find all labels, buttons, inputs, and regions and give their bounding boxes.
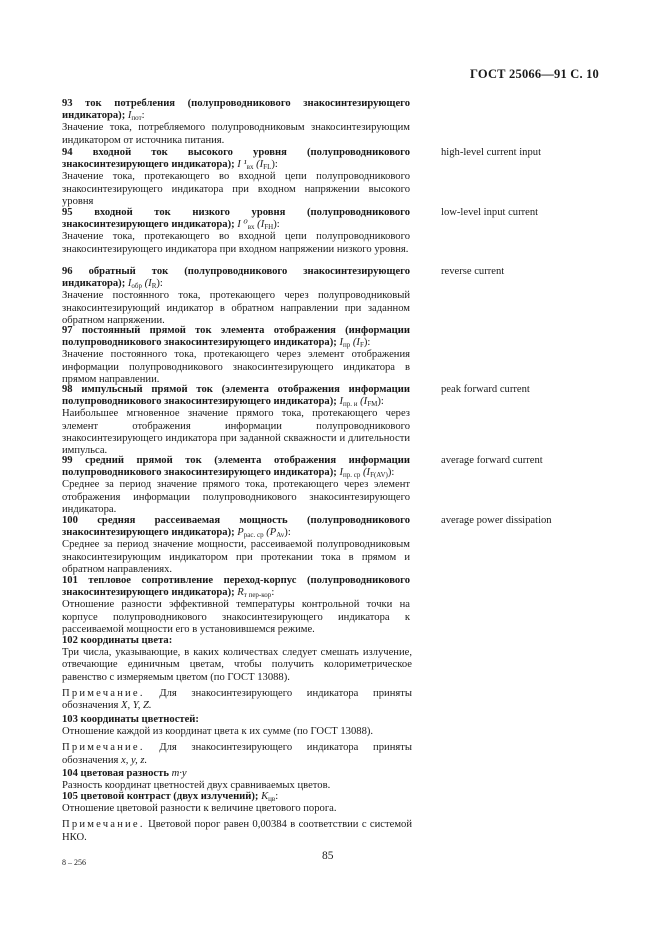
symbol-tail: : bbox=[271, 587, 275, 599]
term-title: 93 ток потребления (полупроводникового знакосинтезирующего индикатора); bbox=[62, 98, 410, 122]
symbol-tail-2: ): bbox=[271, 159, 278, 171]
footer-sheet-mark: 8 – 256 bbox=[62, 858, 86, 867]
symbol-sub: вх bbox=[246, 163, 254, 172]
term-104 bbox=[62, 768, 412, 792]
term-97 bbox=[62, 325, 410, 386]
term-definition: Отношение разности эффективной температуры контрольной точки на корпусе полупроводникового знакосинтезирующего индикатора к рассеиваемой мощности его в установившемся режиме. bbox=[62, 599, 410, 635]
term-title: 102 координаты цвета: bbox=[62, 635, 173, 646]
symbol-tail: (I bbox=[254, 219, 265, 231]
symbol-sub-2: FH bbox=[264, 223, 274, 232]
term-symbol: I bbox=[339, 467, 343, 479]
note-vars: x, y, z. bbox=[121, 754, 148, 766]
term-title: 104 цветовая разность bbox=[62, 768, 172, 779]
note-text: Для знакосинтезирующего индикатора приняты обозначения bbox=[62, 687, 412, 712]
term-102 bbox=[62, 635, 412, 712]
term-symbol: I ⁰ bbox=[237, 219, 248, 231]
symbol-tail: : bbox=[275, 791, 279, 802]
term-94 bbox=[62, 147, 410, 208]
note-label: Примечание. bbox=[62, 742, 145, 754]
term-definition: Разность координат цветностей двух сравниваемых цветов. bbox=[62, 780, 331, 792]
term-definition: Значение постоянного тока, протекающего через полупроводниковый знакосинтезирующий индикатор в обратном направлении при заданном обратном напряжении. bbox=[62, 290, 410, 326]
term-103 bbox=[62, 714, 412, 767]
note bbox=[62, 819, 412, 843]
term-symbol: I ¹ bbox=[237, 159, 247, 171]
symbol-tail-2: ): bbox=[377, 396, 384, 408]
term-symbol: R bbox=[237, 587, 244, 599]
symbol-sub: пр bbox=[342, 341, 351, 350]
symbol-sub: пр. ср bbox=[342, 471, 361, 480]
symbol-tail-2: ): bbox=[156, 278, 163, 290]
term-symbol: K bbox=[261, 791, 269, 802]
symbol-sub-2: FM bbox=[367, 400, 378, 409]
term-title: 100 средняя рассеиваемая мощность (полупроводникового знакосинтезирующего индикатора); bbox=[62, 515, 410, 539]
term-definition: Отношение цветовой разности к величине цветового порога. bbox=[62, 803, 337, 815]
term-title: 96 обратный ток (полупроводникового знакосинтезирующего индикатора); bbox=[62, 266, 410, 290]
symbol-tail: (I bbox=[360, 467, 371, 479]
term-95 bbox=[62, 207, 410, 256]
term-101 bbox=[62, 575, 410, 636]
symbol-sub-2: F bbox=[359, 341, 364, 350]
symbol-tail-2: ): bbox=[273, 219, 280, 231]
en-term-100: average power dissipation bbox=[441, 515, 552, 526]
term-definition: Отношение каждой из координат цвета к их сумме (по ГОСТ 13088). bbox=[62, 726, 374, 738]
symbol-tail: (I bbox=[350, 337, 360, 349]
term-symbol: m·y bbox=[171, 768, 187, 779]
en-term-99: average forward current bbox=[441, 455, 543, 466]
note bbox=[62, 688, 412, 712]
symbol-tail-2: ): bbox=[363, 337, 371, 349]
term-definition: Значение тока, протекающего во входной цепи полупроводникового знакосинтезирующего индикатора при входном напряжении высокого уровня bbox=[62, 171, 410, 207]
term-definition: Значение тока, потребляемого полупроводниковым знакосинтезирующим индикатором от источника питания. bbox=[62, 122, 410, 146]
symbol-sub: пот bbox=[131, 114, 142, 123]
term-title: 97 постоянный прямой ток элемента отображения (информации полупроводникового знакосинтезирующего индикатора); bbox=[62, 325, 410, 349]
term-definition: Среднее за период значение мощности, рассеиваемой полупроводниковым знакосинтезирующим индикатором при протекании тока в прямом и обратном направлениях. bbox=[62, 539, 410, 575]
symbol-sub: вх bbox=[247, 223, 255, 232]
symbol-sub-2: F(AV) bbox=[370, 471, 388, 480]
page-header: ГОСТ 25066—91 С. 10 bbox=[470, 67, 599, 81]
symbol-sub: пр. и bbox=[342, 400, 358, 409]
en-term-95: low-level input current bbox=[441, 207, 539, 218]
term-title: 103 координаты цветностей: bbox=[62, 714, 199, 725]
term-symbol: I bbox=[339, 337, 343, 349]
note-label: Примечание. bbox=[62, 687, 145, 699]
term-title: 105 цветовой контраст (двух излучений); bbox=[62, 791, 262, 802]
symbol-sub: обр bbox=[131, 282, 142, 291]
symbol-tail: (I bbox=[141, 278, 152, 290]
term-title: 99 средний прямой ток (элемента отображения информации полупроводникового знакосинтезирующего индикатора); bbox=[62, 455, 410, 479]
symbol-sub: цв bbox=[268, 795, 276, 803]
symbol-sub: рас. ср bbox=[243, 531, 264, 540]
term-symbol: I bbox=[339, 396, 343, 408]
symbol-tail: (I bbox=[253, 159, 264, 171]
term-definition: Среднее за период значение прямого тока, протекающего через элемент отображения информации полупроводникового знакосинтезирующего индикатора. bbox=[62, 479, 410, 515]
term-definition: Три числа, указывающие, в каких количествах следует смешать излучение, отвечающие единичным цветам, чтобы получить колориметрическое равенство с измеряемым цветом (по ГОСТ 13088). bbox=[62, 647, 412, 683]
note-text: Для знакосинтезирующего индикатора приняты обозначения bbox=[62, 742, 412, 766]
en-term-94: high-level current input bbox=[441, 147, 542, 158]
term-96 bbox=[62, 266, 410, 327]
term-title: 94 входной ток высокого уровня (полупроводникового знакосинтезирующего индикатора); bbox=[62, 147, 410, 171]
term-105 bbox=[62, 791, 412, 844]
term-99 bbox=[62, 455, 410, 516]
symbol-tail: : bbox=[141, 110, 145, 122]
term-title: 101 тепловое сопротивление переход-корпус (полупроводникового знакосинтезирующего индикатора); bbox=[62, 575, 410, 599]
symbol-tail-2: ): bbox=[387, 467, 395, 479]
term-title: 95 входной ток низкого уровня (полупроводникового знакосинтезирующего индикатора); bbox=[62, 207, 410, 231]
term-93 bbox=[62, 98, 410, 147]
symbol-sub-2: FL bbox=[263, 163, 272, 172]
term-symbol: I bbox=[127, 110, 132, 122]
note-label: Примечание. bbox=[62, 819, 145, 831]
symbol-sub: т пер-кор bbox=[243, 591, 272, 600]
term-symbol: P bbox=[237, 527, 244, 539]
term-definition: Значение постоянного тока, протекающего через элемент отображения информации полупроводникового знакосинтезирующего индикатора в прямом направлении. bbox=[62, 349, 410, 385]
symbol-sub-2: Av bbox=[276, 531, 285, 540]
symbol-tail: (I bbox=[357, 396, 368, 408]
symbol-tail-2: ): bbox=[284, 527, 291, 539]
term-100 bbox=[62, 515, 410, 576]
term-title: 98 импульсный прямой ток (элемента отображения информации полупроводникового знакосинтезирующего индикатора); bbox=[62, 384, 410, 408]
term-98 bbox=[62, 384, 410, 457]
en-term-98: peak forward current bbox=[441, 384, 530, 395]
note-text: Цветовой порог равен 0,00384 в соответствии с системой НКО. bbox=[62, 819, 412, 843]
note-vars: X, Y, Z. bbox=[121, 700, 152, 712]
term-definition: Значение тока, протекающего во входной цепи полупроводникового знакосинтезирующего индикатора при входном напряжении низкого уровня. bbox=[62, 231, 410, 255]
symbol-tail: (P bbox=[263, 527, 277, 539]
term-symbol: I bbox=[127, 278, 132, 290]
symbol-sub-2: R bbox=[151, 282, 157, 291]
term-definition: Наибольшее мгновенное значение прямого тока, протекающего через элемент отображения информации полупроводникового знакосинтезирующего индикатора при заданной скважности и длительности импульса. bbox=[62, 408, 410, 457]
note bbox=[62, 742, 412, 766]
en-term-96: reverse current bbox=[441, 266, 505, 277]
page-number: 85 bbox=[322, 850, 334, 862]
